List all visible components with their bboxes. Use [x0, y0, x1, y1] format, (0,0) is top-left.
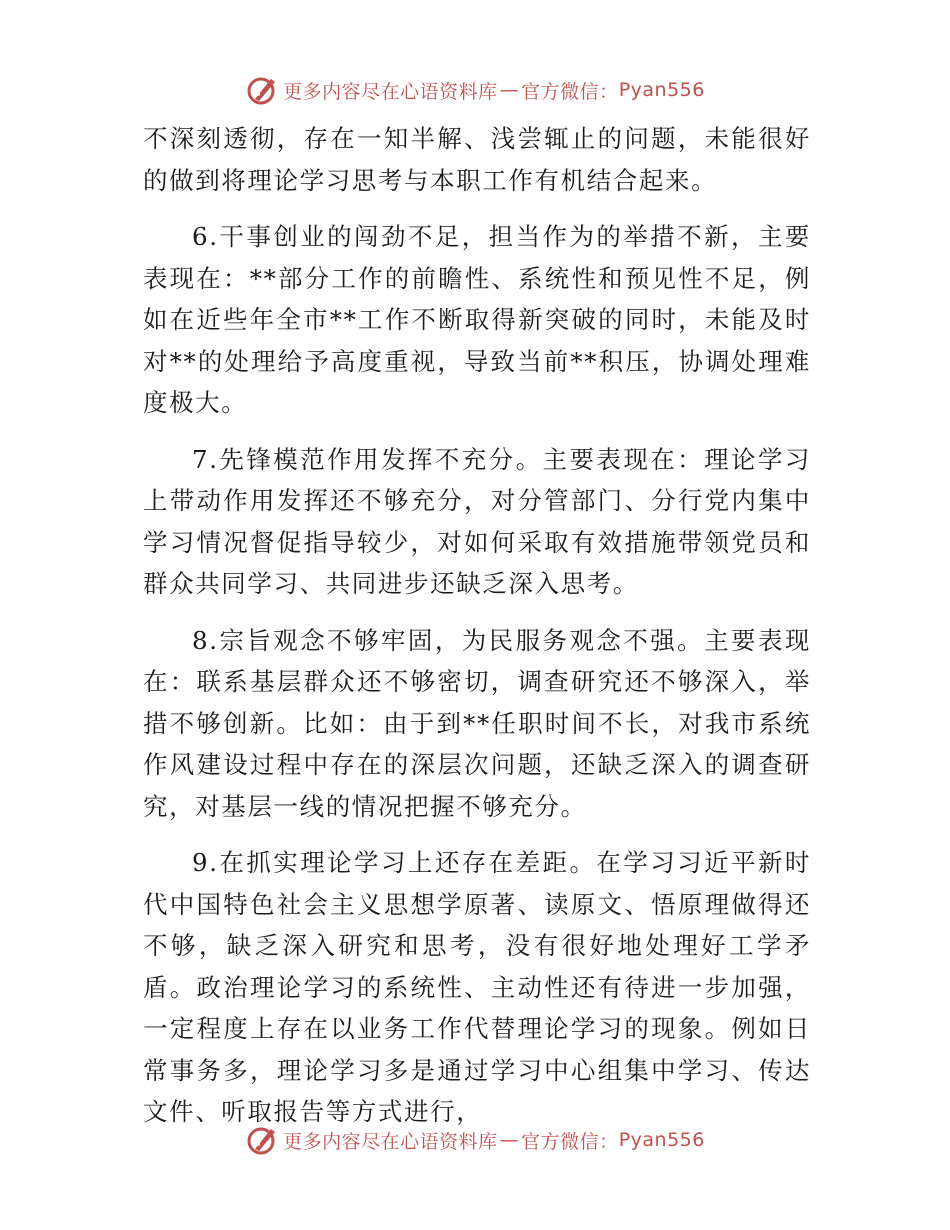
banner-text: 更多内容尽在心语资料库 — [283, 1130, 498, 1153]
footer-banner — [0, 1120, 950, 1160]
banner-wechat-label: 官方微信： — [521, 1130, 619, 1153]
pen-logo-icon — [245, 1123, 279, 1157]
header-banner — [0, 70, 950, 110]
banner-wechat-id: Pyan556 — [618, 1129, 705, 1151]
banner-wechat-label: 官方微信： — [521, 80, 619, 103]
paragraph-item-9: 9.在抓实理论学习上还存在差距。在学习习近平新时代中国特色社会主义思想学原著、读原文、悟原理做得还不够，缺乏深入研究和思考，没有很好地处理好工学矛盾。政治理论学习的系统性、主动性还有待进一步加强，一定程度上存在以业务工作代替理论学习的现象。例如日常事务多，理论学习多是通过学习中心组集中学习、传达文件、听取报告等方式进行， — [143, 848, 811, 1126]
banner-text: 更多内容尽在心语资料库 — [283, 80, 498, 103]
document-body — [143, 118, 811, 1148]
paragraph-item-8: 8.宗旨观念不够牢固，为民服务观念不强。主要表现在：联系基层群众还不够密切，调查研究还不够深入，举措不够创新。比如：由于到**任职时间不长，对我市系统作风建设过程中存在的深层次问题，还缺乏深入的调查研究，对基层一线的情况把握不够充分。 — [143, 625, 811, 821]
paragraph-item-6: 6.干事创业的闯劲不足，担当作为的举措不新，主要表现在：**部分工作的前瞻性、系统性和预见性不足，例如在近些年全市**工作不断取得新突破的同时，未能及时对**的处理给予高度重视，导致当前**积压，协调处理难度极大。 — [143, 222, 811, 417]
paragraph-continuation: 不深刻透彻，存在一知半解、浅尝辄止的问题，未能很好的做到将理论学习思考与本职工作有机结合起来。 — [143, 124, 811, 195]
pen-logo-icon — [245, 73, 279, 107]
banner-dash: — — [499, 79, 520, 101]
banner-dash: — — [499, 1129, 520, 1151]
banner-wechat-id: Pyan556 — [618, 79, 705, 101]
paragraph-item-7: 7.先锋模范作用发挥不充分。主要表现在：理论学习上带动作用发挥还不够充分，对分管部门、分行党内集中学习情况督促指导较少，对如何采取有效措施带领党员和群众共同学习、共同进步还缺乏深入思考。 — [143, 444, 811, 598]
